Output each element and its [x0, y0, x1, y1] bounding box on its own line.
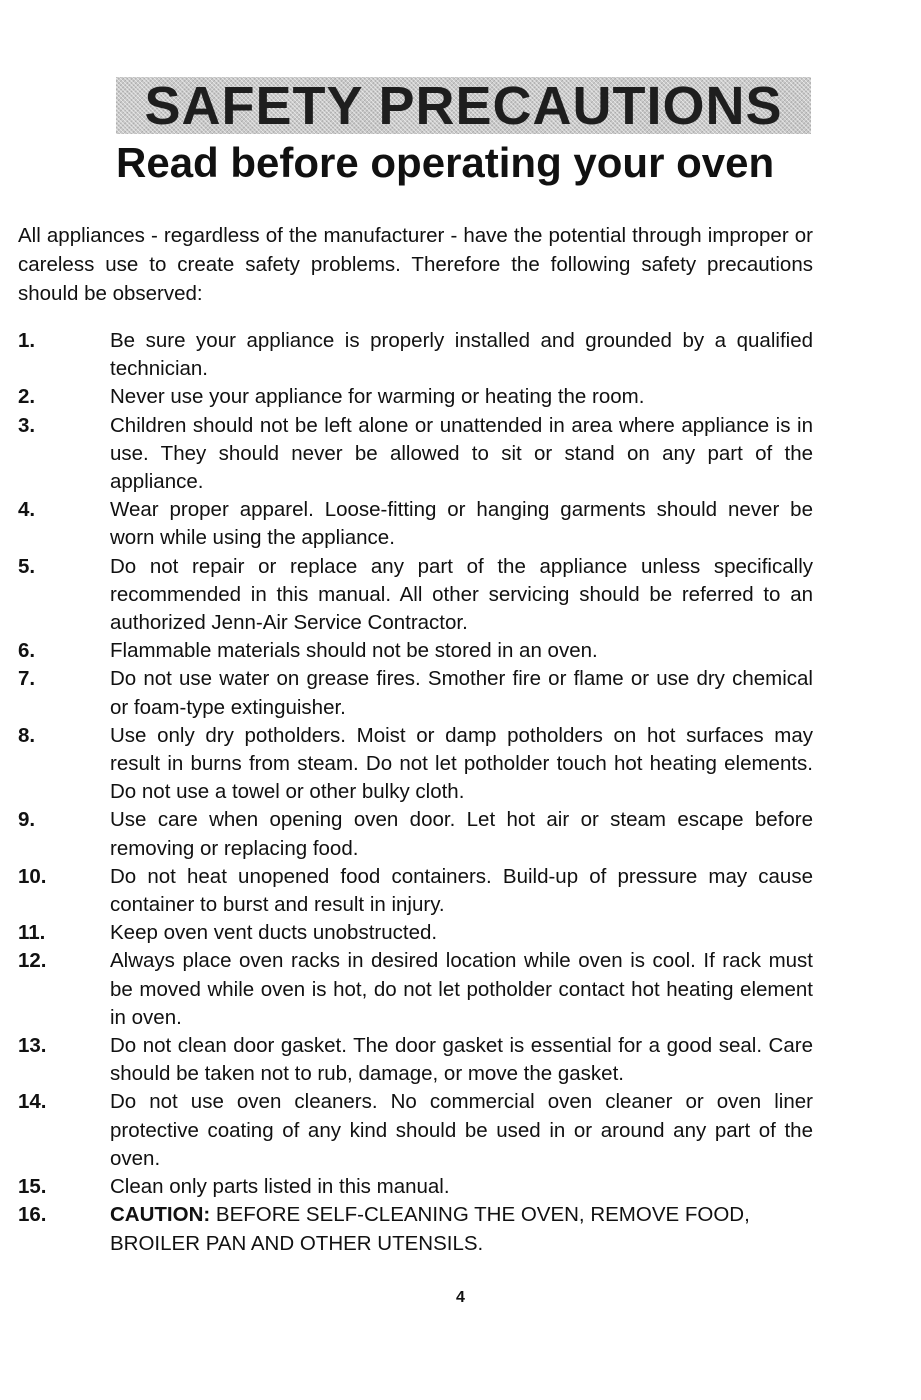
item-number: 9.: [18, 808, 36, 832]
item-text: Never use your appliance for warming or heating the room.: [110, 385, 645, 409]
item-number: 3.: [18, 413, 36, 437]
list-item: [18, 1088, 813, 1173]
list-item: [18, 863, 813, 919]
item-number: 1.: [18, 329, 36, 352]
list-item: [18, 637, 813, 665]
caution-item: [18, 1201, 813, 1257]
page-number: 4: [456, 1289, 465, 1306]
item-number: 15.: [18, 1175, 47, 1199]
list-item: [18, 947, 813, 1032]
item-text: Children should not be left alone or unattended in area where appliance is in use. They should never be allowed to sit or stand on any part of the appliance.: [110, 413, 813, 494]
caution-body: BEFORE SELF-CLEANING THE OVEN, REMOVE FOOD, BROILER PAN AND OTHER UTENSILS.: [110, 1203, 750, 1255]
intro-paragraph: All appliances - regardless of the manufacturer - have the potential through improper or careless use to create safety problems. Therefore the following safety precautions should be observed:: [18, 224, 813, 305]
list-item: [18, 665, 813, 721]
item-number: 10.: [18, 864, 47, 888]
item-number: 16.: [18, 1203, 47, 1227]
item-text: Be sure your appliance is properly installed and grounded by a qualified technician.: [110, 329, 813, 381]
item-text: Do not heat unopened food containers. Build-up of pressure may cause container to burst and result in injury.: [110, 864, 813, 917]
item-text: Use only dry potholders. Moist or damp potholders on hot surfaces may result in burns from steam. Do not let potholder touch hot heating elements. Do not use a towel or other bulky cloth.: [110, 723, 813, 804]
item-number: 14.: [18, 1090, 47, 1114]
item-number: 2.: [18, 385, 36, 409]
list-item: [18, 919, 813, 947]
item-text: Do not clean door gasket. The door gasket is essential for a good seal. Care should be taken not to rub, damage, or move the gasket.: [110, 1034, 813, 1086]
item-text: Use care when opening oven door. Let hot air or steam escape before removing or replacing food.: [110, 808, 813, 860]
item-text: Always place oven racks in desired location while oven is cool. If rack must be moved while oven is hot, do not let potholder contact hot heating element in oven.: [110, 949, 813, 1029]
item-text: Wear proper apparel. Loose-fitting or hanging garments should never be worn while using the appliance.: [110, 498, 813, 550]
item-text: Keep oven vent ducts unobstructed.: [110, 921, 438, 945]
item-text: Flammable materials should not be stored in an oven.: [110, 639, 598, 663]
item-text: Do not use oven cleaners. No commercial oven cleaner or oven liner protective coating of any kind should be used in or around any part of the oven.: [110, 1090, 813, 1170]
list-item: [18, 806, 813, 862]
item-number: 11.: [18, 921, 46, 945]
item-text: Do not use water on grease fires. Smother fire or flame or use dry chemical or foam-type extinguisher.: [110, 667, 813, 719]
list-item: [18, 553, 813, 638]
item-number: 8.: [18, 723, 36, 747]
list-item: [18, 496, 813, 552]
title-banner: [116, 77, 811, 134]
item-number: 7.: [18, 667, 36, 691]
item-text: Do not repair or replace any part of the appliance unless specifically recommended in this manual. All other servicing should be referred to an authorized Jenn-Air Service Contractor.: [110, 554, 813, 635]
list-item: [18, 412, 813, 497]
list-item: [18, 383, 813, 411]
list-item: [18, 1032, 813, 1088]
list-item: [18, 327, 813, 383]
item-text: Clean only parts listed in this manual.: [110, 1175, 450, 1199]
item-number: 12.: [18, 949, 47, 973]
caution-text: [110, 1201, 813, 1257]
list-item: [18, 1173, 813, 1201]
item-number: 4.: [18, 498, 36, 522]
item-number: 5.: [18, 554, 36, 578]
list-item: [18, 722, 813, 807]
page-title: SAFETY PRECAUTIONS: [144, 77, 783, 134]
page-subtitle: Read before operating your oven: [116, 139, 775, 186]
caution-label: CAUTION:: [110, 1203, 211, 1227]
item-number: 6.: [18, 639, 36, 663]
item-number: 13.: [18, 1034, 47, 1058]
precautions-list: [18, 327, 813, 1258]
